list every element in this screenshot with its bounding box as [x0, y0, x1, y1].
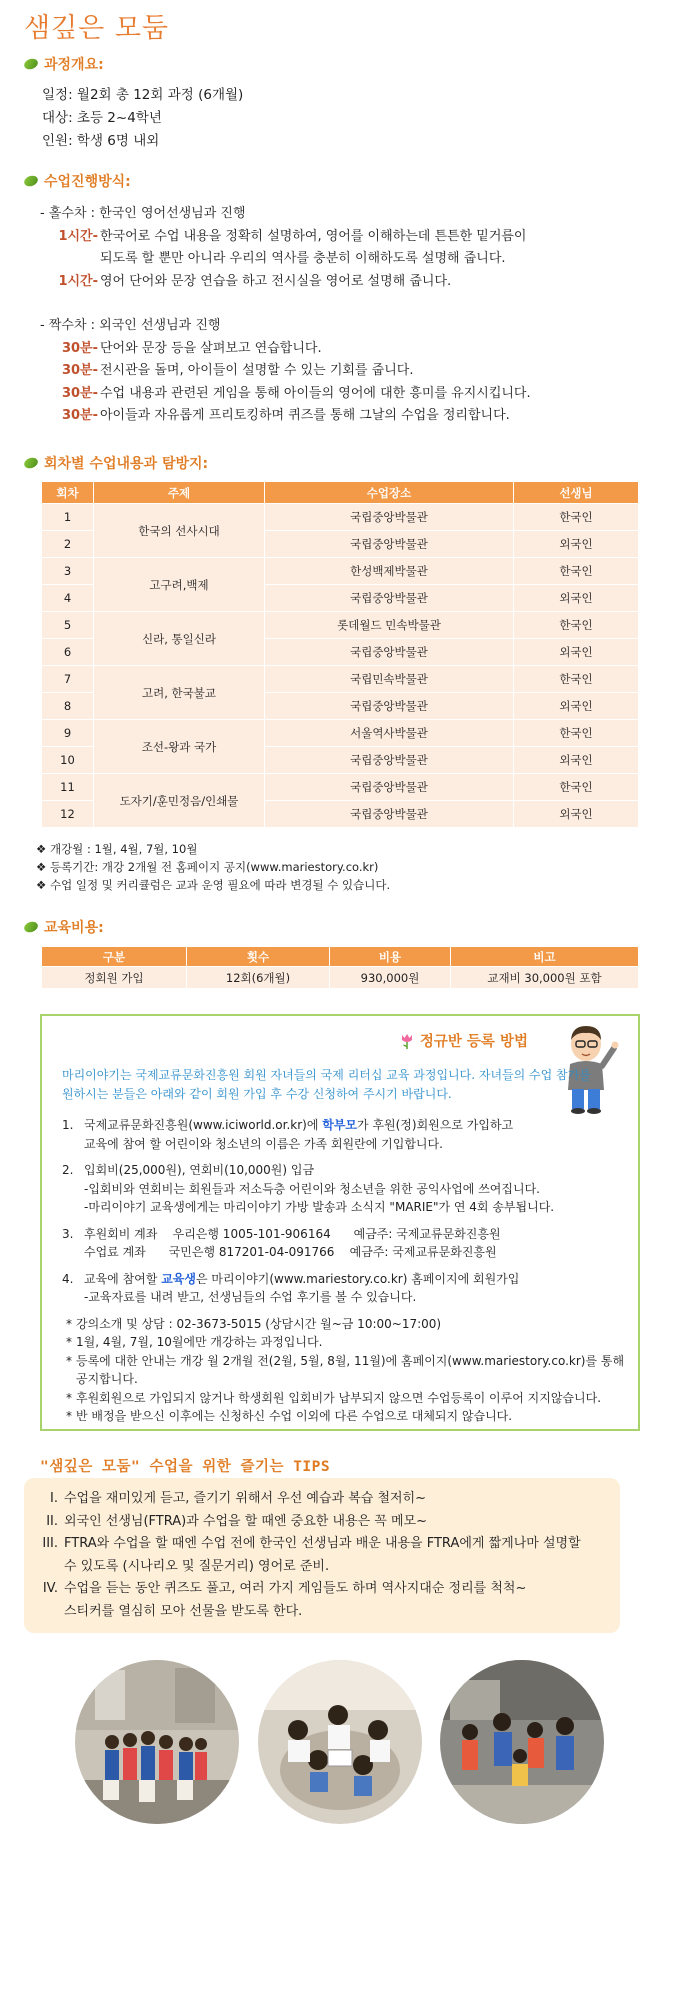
- overview-line: 인원: 학생 6명 내외: [42, 133, 160, 149]
- info-bullet: * 강의소개 및 상담 : 02-3673-5015 (상담시간 월~금 10:00~17:00): [66, 1316, 442, 1331]
- session-number: 11: [42, 774, 94, 801]
- method-text: 되도록 할 뿐만 아니라 우리의 역사를 충분히 이해하도록 설명해 줍니다.: [100, 251, 506, 266]
- session-number: 7: [42, 666, 94, 693]
- session-number: 6: [42, 639, 94, 666]
- column-header: 구분: [42, 947, 187, 967]
- step-item: [62, 1225, 632, 1262]
- tips-box: [24, 1478, 620, 1633]
- session-place: 국립중앙박물관: [265, 774, 514, 801]
- step-text: 교육에 참여할: [84, 1271, 162, 1286]
- even-session-title: - 짝수차 : 외국인 선생님과 진행: [40, 318, 221, 333]
- time-label: 30분-: [61, 385, 98, 401]
- table-row: [42, 558, 639, 585]
- overview-section: [0, 54, 686, 153]
- session-topic: 조선-왕과 국가: [94, 720, 265, 774]
- session-number: 4: [42, 585, 94, 612]
- registration-intro: 마리이야기는 국제교류문화진흥원 회원 자녀들의 국제 리터십 교육 과정입니다. 자녀들의 수업 참가를 원하시는 분들은 아래와 같이 회원 가입 후 수강 신청하여 주시기 바랍니다.: [62, 1068, 591, 1101]
- table-row: [42, 504, 639, 531]
- session-number: 2: [42, 531, 94, 558]
- session-number: 1: [42, 504, 94, 531]
- session-teacher: 한국인: [514, 720, 639, 747]
- method-text: 단어와 문장 등을 살펴보고 연습합니다.: [100, 340, 322, 356]
- fee-heading: 교육비용:: [44, 920, 104, 936]
- time-label: [40, 248, 100, 271]
- session-topic: 신라, 통일신라: [94, 612, 265, 666]
- session-place: 국립중앙박물관: [265, 531, 514, 558]
- tips-title: "샘깊은 모둠" 수업을 위한 즐기는 TIPS: [40, 1459, 331, 1475]
- fee-section: [0, 917, 686, 937]
- step-text: 국제교류문화진흥원(www.iciworld.or.kr)에: [84, 1118, 323, 1132]
- step-text: 교육에 참여 할 어린이와 청소년의 이름은 가족 회원란에 기입합니다.: [84, 1136, 443, 1151]
- class-photo: [258, 1660, 422, 1824]
- step-item: [62, 1116, 632, 1153]
- column-header: 횟수: [187, 947, 330, 967]
- session-place: 한성백제박물관: [265, 558, 514, 585]
- note-line: ❖ 수업 일정 및 커리큘럼은 교과 운영 필요에 따라 변경될 수 있습니다.: [36, 878, 391, 892]
- registration-box: [40, 1014, 640, 1431]
- session-number: 5: [42, 612, 94, 639]
- time-label: 30분-: [61, 363, 98, 378]
- session-number: 8: [42, 693, 94, 720]
- table-row: [42, 666, 639, 693]
- session-place: 서울역사박물관: [265, 720, 514, 747]
- tulip-icon: [400, 1033, 414, 1049]
- column-header: 비고: [451, 947, 639, 967]
- session-place: 국립중앙박물관: [265, 585, 514, 612]
- method-heading: 수업진행방식:: [44, 174, 131, 190]
- tip-item: IV. 수업을 듣는 동안 퀴즈도 풀고, 여러 가지 게임들도 하며 역사지대순 정리를 척척~ 스티커를 열심히 모아 선물을 받도록 한다.: [42, 1581, 527, 1619]
- session-teacher: 외국인: [514, 585, 639, 612]
- session-topic: 고려, 한국불교: [94, 666, 265, 720]
- fee-note: 교재비 30,000원 포함: [451, 967, 639, 989]
- step-number: 2.: [62, 1163, 74, 1177]
- time-label: 1시간-: [58, 273, 98, 289]
- table-row: [42, 720, 639, 747]
- odd-session-title: - 홀수차 : 한국인 영어선생님과 진행: [40, 206, 246, 221]
- session-place: 국립중앙박물관: [265, 801, 514, 828]
- schedule-heading: 회차별 수업내용과 탐방지:: [44, 456, 209, 472]
- info-bullet: * 후원회원으로 가입되지 않거나 학생회원 입회비가 납부되지 않으면 수업등록이 이루어 지지않습니다.: [66, 1390, 602, 1405]
- column-header: 선생님: [514, 482, 639, 504]
- fee-cost: 930,000원: [330, 967, 451, 989]
- method-text: 한국어로 수업 내용을 정확히 설명하여, 영어를 이해하는데 튼튼한 밑거름이: [100, 228, 527, 244]
- session-number: 9: [42, 720, 94, 747]
- step-text: -입회비와 연회비는 회원들과 저소득층 어린이와 청소년을 위한 공익사업에 쓰여집니다.: [84, 1181, 540, 1196]
- session-number: 3: [42, 558, 94, 585]
- fee-type: 정회원 가입: [42, 967, 187, 989]
- method-text: 수업 내용과 관련된 게임을 통해 아이들의 영어에 대한 흥미를 유지시킵니다.: [100, 385, 531, 401]
- session-teacher: 한국인: [514, 612, 639, 639]
- tip-item: II. 외국인 선생님(FTRA)과 수업을 할 때엔 중요한 내용은 꼭 메모~: [46, 1513, 427, 1529]
- time-label: 1시간-: [58, 228, 98, 244]
- session-teacher: 한국인: [514, 558, 639, 585]
- column-header: 비용: [330, 947, 451, 967]
- table-row: [42, 967, 639, 989]
- session-place: 국립중앙박물관: [265, 747, 514, 774]
- column-header: 수업장소: [265, 482, 514, 504]
- schedule-table: [41, 481, 639, 828]
- overview-line: 대상: 초등 2~4학년: [42, 110, 162, 126]
- session-teacher: 한국인: [514, 774, 639, 801]
- step-text: 입회비(25,000원), 연회비(10,000원) 입금: [84, 1163, 315, 1177]
- session-teacher: 한국인: [514, 504, 639, 531]
- leaf-icon: [23, 456, 40, 470]
- class-photo: [75, 1660, 239, 1824]
- time-label: 30분-: [61, 340, 98, 356]
- table-row: [42, 774, 639, 801]
- session-number: 10: [42, 747, 94, 774]
- session-number: 12: [42, 801, 94, 828]
- time-label: 30분-: [61, 408, 98, 423]
- tip-item: I. 수업을 재미있게 듣고, 즐기기 위해서 우선 예습과 복습 철저히~: [50, 1491, 427, 1506]
- method-text: 아이들과 자유롭게 프리토킹하며 퀴즈를 통해 그날의 수업을 정리합니다.: [100, 408, 510, 423]
- step-text: -마리이야기 교육생에게는 마리이야기 가방 발송과 소식지 "MARIE"가 연 4회 송부됩니다.: [84, 1200, 555, 1214]
- session-topic: 한국의 선사시대: [94, 504, 265, 558]
- leaf-icon: [23, 920, 40, 934]
- session-place: 롯데월드 민속박물관: [265, 612, 514, 639]
- step-text: 후원회비 계좌 우리은행 1005-101-906164 예금주: 국제교류문화진흥원: [84, 1226, 501, 1241]
- registration-title-wrap: [400, 1030, 528, 1051]
- session-topic: 고구려,백제: [94, 558, 265, 612]
- step-highlight: 교육생: [161, 1271, 196, 1286]
- step-text: 은 마리이야기(www.mariestory.co.kr) 홈페이지에 회원가입: [195, 1271, 520, 1286]
- overview-line: 일정: 월2회 총 12회 과정 (6개월): [42, 87, 244, 103]
- leaf-icon: [23, 57, 40, 71]
- session-teacher: 한국인: [514, 666, 639, 693]
- column-header: 주제: [94, 482, 265, 504]
- session-place: 국립중앙박물관: [265, 693, 514, 720]
- info-bullet: * 1월, 4월, 7월, 10월에만 개강하는 과정입니다.: [66, 1335, 323, 1349]
- table-row: [42, 612, 639, 639]
- overview-heading: 과정개요:: [44, 57, 104, 73]
- step-number: 1.: [62, 1118, 74, 1132]
- session-teacher: 외국인: [514, 801, 639, 828]
- step-text: 수업료 계좌 국민은행 817201-04-091766 예금주: 국제교류문화진흥원: [84, 1245, 497, 1259]
- step-number: 3.: [62, 1226, 74, 1241]
- session-teacher: 외국인: [514, 747, 639, 774]
- fee-table: [41, 946, 639, 989]
- step-text: 가 후원(정)회원으로 가입하고: [357, 1118, 514, 1132]
- schedule-section: [0, 453, 686, 473]
- class-photo: [440, 1660, 604, 1824]
- method-text: 전시관을 돌며, 아이들이 설명할 수 있는 기회를 줍니다.: [100, 363, 414, 378]
- step-item: [62, 1270, 632, 1307]
- session-place: 국립중앙박물관: [265, 504, 514, 531]
- step-item: [62, 1161, 632, 1217]
- step-highlight: 학부모: [322, 1118, 358, 1132]
- session-teacher: 외국인: [514, 639, 639, 666]
- note-line: ❖ 개강월 : 1월, 4월, 7월, 10월: [36, 842, 198, 856]
- session-teacher: 외국인: [514, 531, 639, 558]
- fee-count: 12회(6개월): [187, 967, 330, 989]
- note-line: ❖ 등록기간: 개강 2개월 전 홈페이지 공지(www.mariestory.co.kr): [36, 860, 379, 874]
- info-bullet: * 반 배정을 받으신 이후에는 신청하신 수업 이외에 다른 수업으로 대체되지 않습니다.: [66, 1409, 513, 1423]
- step-number: 4.: [62, 1271, 74, 1286]
- registration-title: 정규반 등록 방법: [419, 1034, 528, 1050]
- schedule-notes: [36, 840, 390, 894]
- session-place: 국립민속박물관: [265, 666, 514, 693]
- method-text: 영어 단어와 문장 연습을 하고 전시실을 영어로 설명해 줍니다.: [100, 273, 452, 289]
- leaf-icon: [23, 174, 40, 188]
- step-text: -교육자료를 내려 받고, 선생님들의 수업 후기를 볼 수 있습니다.: [84, 1290, 417, 1304]
- method-section: [0, 171, 686, 428]
- info-bullet: * 등록에 대한 안내는 개강 월 2개월 전(2월, 5월, 8월, 11월)에 홈페이지(www.mariestory.co.kr)를 통해 공지합니다.: [66, 1353, 625, 1386]
- column-header: 회차: [42, 482, 94, 504]
- page-title: 샘깊은 모둠: [24, 13, 169, 44]
- session-place: 국립중앙박물관: [265, 639, 514, 666]
- session-topic: 도자기/훈민정음/인쇄물: [94, 774, 265, 828]
- tip-item: III. FTRA와 수업을 할 때엔 수업 전에 한국인 선생님과 배운 내용을 FTRA에게 짧게나마 설명할 수 있도록 (시나리오 및 질문거리) 영어로 준비.: [42, 1536, 581, 1574]
- registration-steps: [62, 1116, 632, 1426]
- session-teacher: 외국인: [514, 693, 639, 720]
